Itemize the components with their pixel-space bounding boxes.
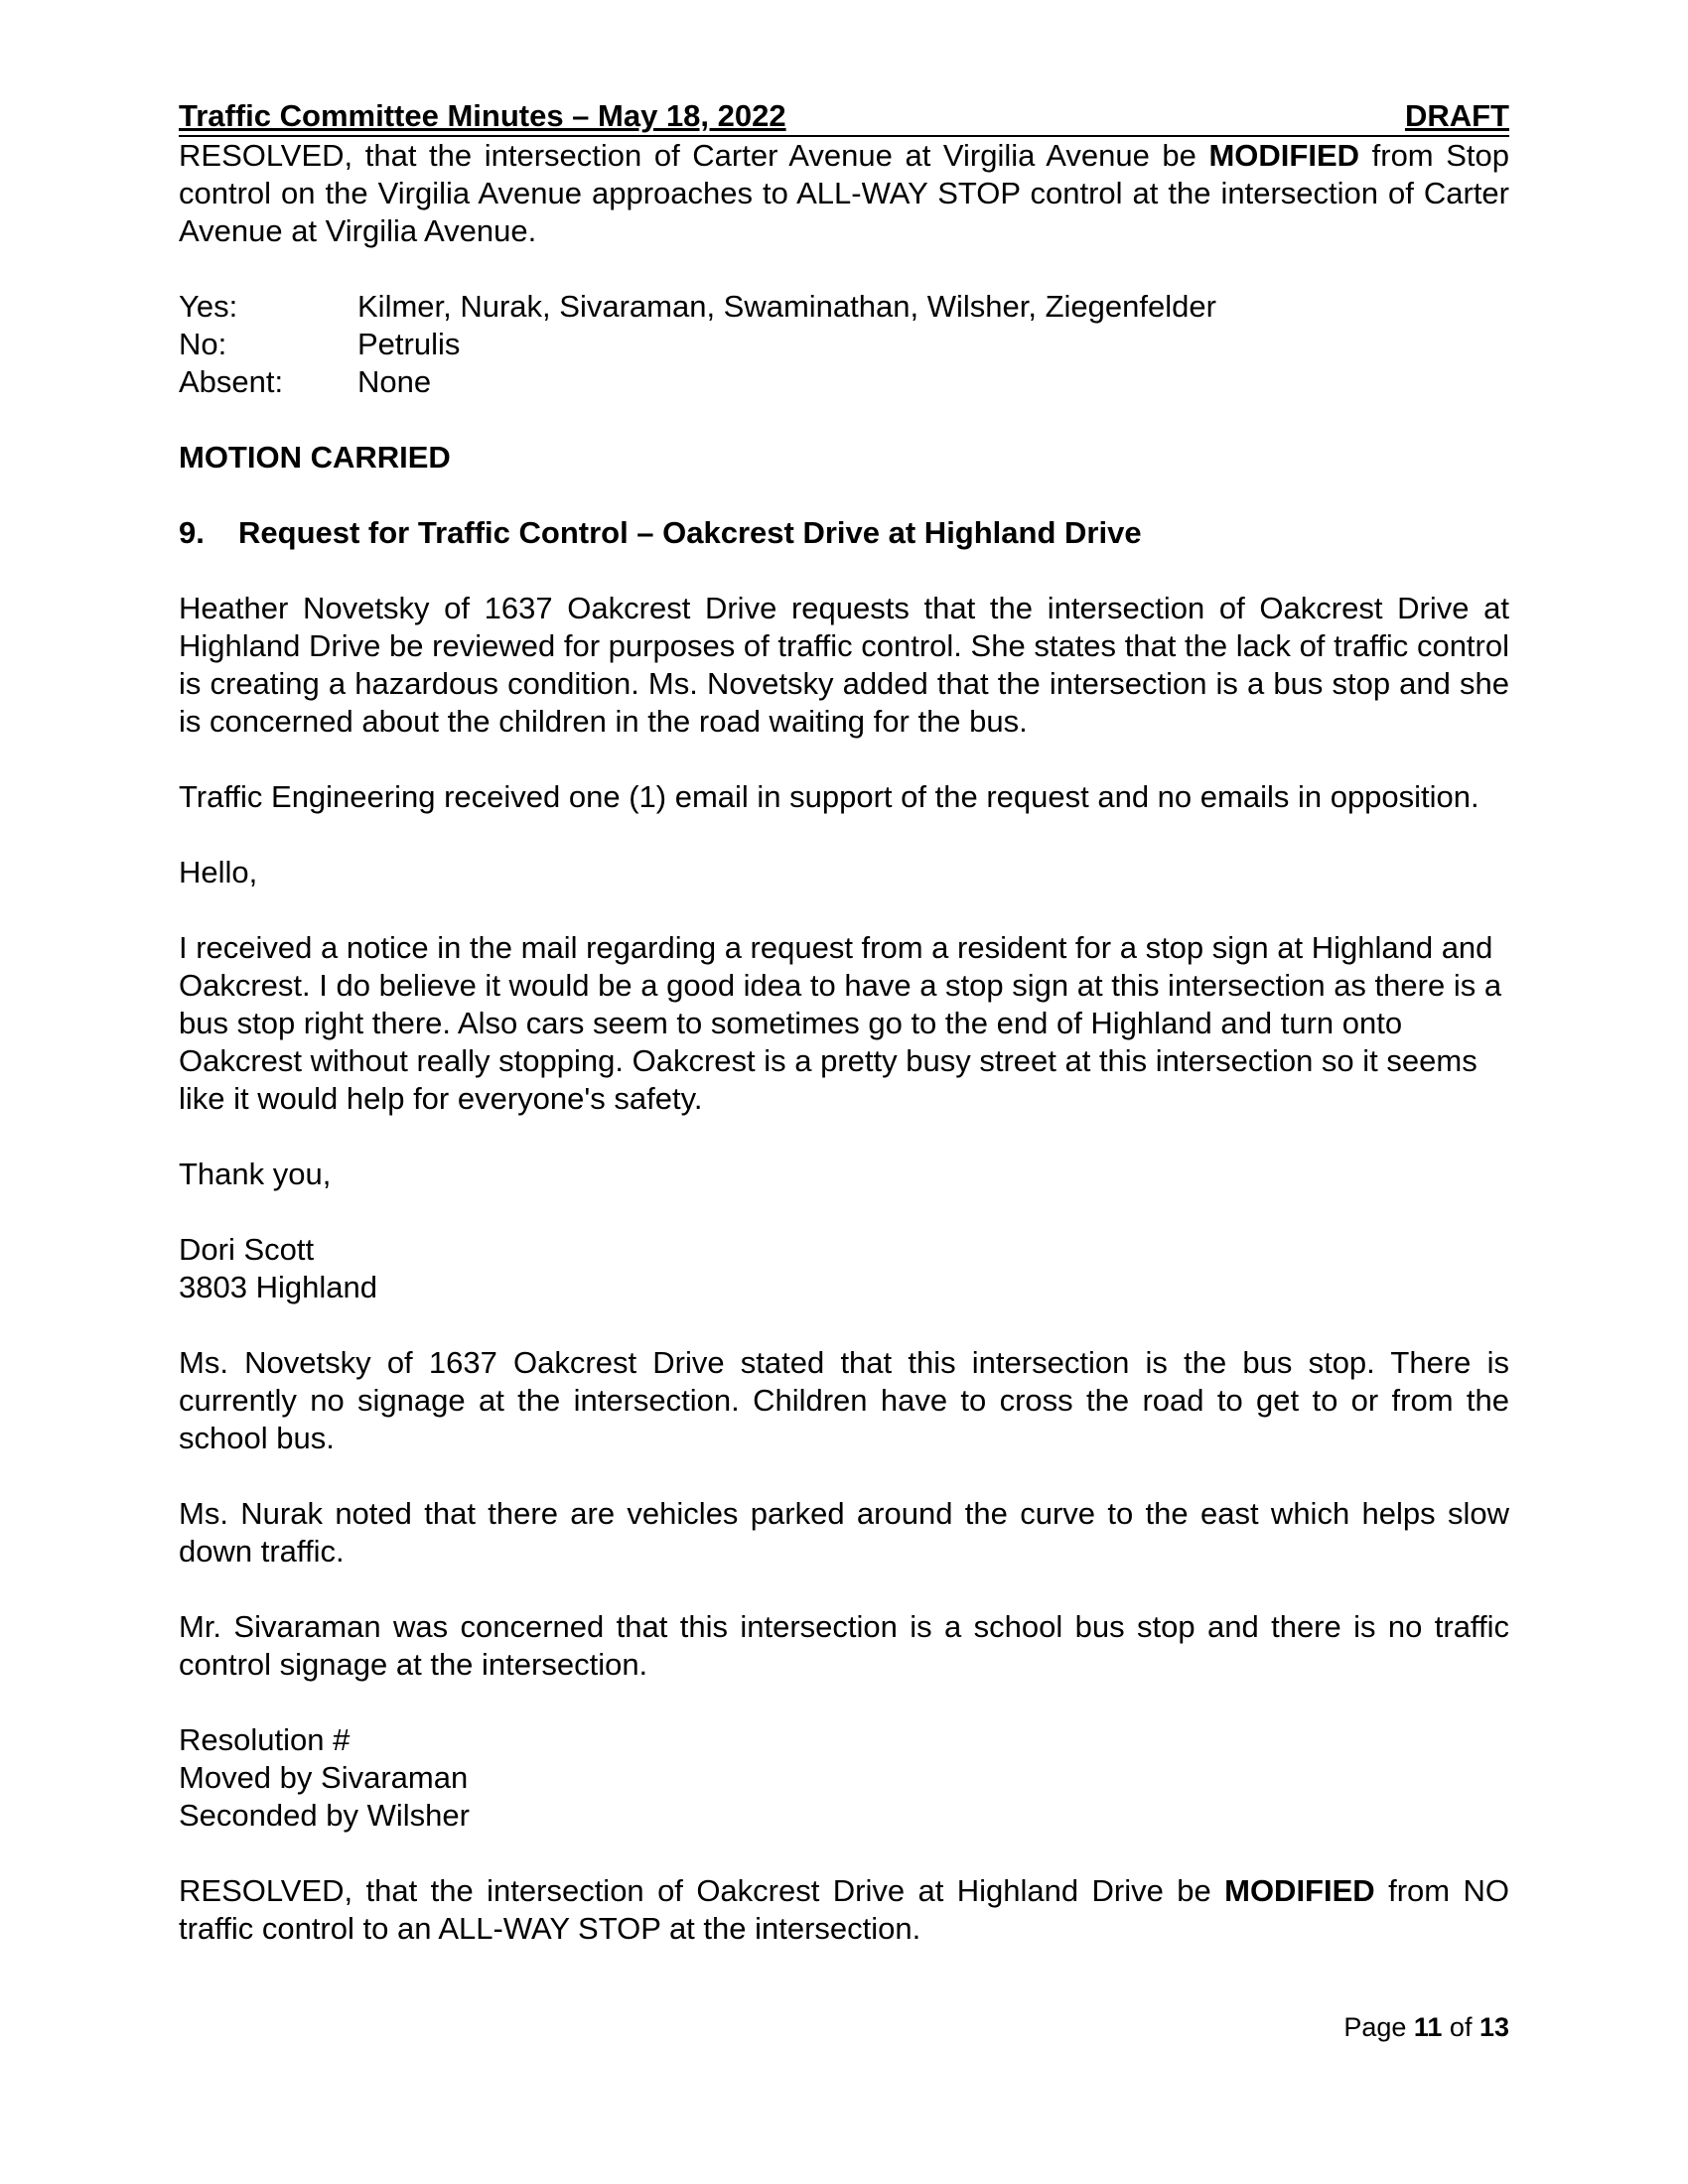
- resolution-text: RESOLVED, that the intersection of Carter Avenue at Virgilia Avenue be: [179, 138, 1209, 173]
- resolution-emphasis: MODIFIED: [1224, 1873, 1375, 1908]
- document-title: Traffic Committee Minutes – May 18, 2022: [179, 98, 786, 133]
- email-body: I received a notice in the mail regarding a request from a resident for a stop sign at Highland and Oakcrest. I do believe it would be a good idea to have a stop sign at this intersection as there is a bus stop right there. Also cars seem to sometimes go to the end of Highland and turn onto Oakcrest without really stopping. Oakcrest is a pretty busy street at this intersection so it seems like it would help for everyone's safety.: [179, 930, 1502, 1116]
- vote-block: [179, 288, 1509, 401]
- vote-yes-label: Yes:: [179, 289, 238, 324]
- document-page: [179, 97, 1509, 1948]
- draft-label: DRAFT: [1404, 98, 1509, 133]
- section-title: Request for Traffic Control – Oakcrest Drive at Highland Drive: [238, 515, 1142, 550]
- page-current: 11: [1413, 2012, 1443, 2042]
- signature-name: Dori Scott: [179, 1232, 315, 1267]
- vote-no-row: [179, 326, 1509, 363]
- vote-no-label: No:: [179, 327, 227, 361]
- email-closing: Thank you,: [179, 1157, 332, 1191]
- page-word: Page: [1343, 2012, 1414, 2042]
- section-heading: [179, 514, 1509, 552]
- resolution-text: from NO traffic control to an ALL-WAY STOP at the intersection.: [179, 1873, 1509, 1946]
- nurak-paragraph: Ms. Nurak noted that there are vehicles parked around the curve to the east which helps slow down traffic.: [179, 1496, 1509, 1569]
- page-footer: [179, 2010, 1509, 2044]
- resolution-text: from Stop control on the Virgilia Avenue approaches to ALL-WAY STOP control at the intersection of Carter Avenue at Virgilia Avenue.: [179, 138, 1509, 248]
- signature-address: 3803 Highland: [179, 1270, 377, 1304]
- page-header: [179, 97, 1509, 137]
- resolution-text: RESOLVED, that the intersection of Oakcrest Drive at Highland Drive be: [179, 1873, 1225, 1908]
- page-total: 13: [1478, 2012, 1509, 2042]
- vote-absent-row: [179, 363, 1509, 401]
- emails-paragraph: Traffic Engineering received one (1) email in support of the request and no emails in opposition.: [179, 779, 1479, 814]
- seconded-by: Seconded by Wilsher: [179, 1798, 470, 1833]
- vote-no-value: Petrulis: [357, 327, 461, 361]
- vote-yes-value: Kilmer, Nurak, Sivaraman, Swaminathan, Wilsher, Ziegenfelder: [357, 289, 1216, 324]
- novetsky-paragraph: Ms. Novetsky of 1637 Oakcrest Drive stated that this intersection is the bus stop. There is currently no signage at the intersection. Children have to cross the road to get to or from the school bus.: [179, 1345, 1509, 1455]
- vote-absent-label: Absent:: [179, 364, 284, 399]
- section-number: 9.: [179, 515, 205, 550]
- email-greeting: Hello,: [179, 855, 258, 889]
- resolution-emphasis: MODIFIED: [1208, 138, 1360, 173]
- vote-yes-row: [179, 288, 1509, 326]
- previous-resolution: [179, 137, 1509, 250]
- request-paragraph: Heather Novetsky of 1637 Oakcrest Drive requests that the intersection of Oakcrest Drive at Highland Drive be reviewed for purposes of traffic control. She states that the lack of traffic control is creating a hazardous condition. Ms. Novetsky added that the intersection is a bus stop and she is concerned about the children in the road waiting for the bus.: [179, 591, 1509, 739]
- resolution-number: Resolution #: [179, 1722, 351, 1757]
- page-of: of: [1442, 2012, 1479, 2042]
- vote-absent-value: None: [357, 364, 432, 399]
- new-resolution: [179, 1872, 1509, 1948]
- moved-by: Moved by Sivaraman: [179, 1760, 469, 1795]
- sivaraman-paragraph: Mr. Sivaraman was concerned that this intersection is a school bus stop and there is no traffic control signage at the intersection.: [179, 1609, 1509, 1682]
- motion-result: MOTION CARRIED: [179, 440, 451, 475]
